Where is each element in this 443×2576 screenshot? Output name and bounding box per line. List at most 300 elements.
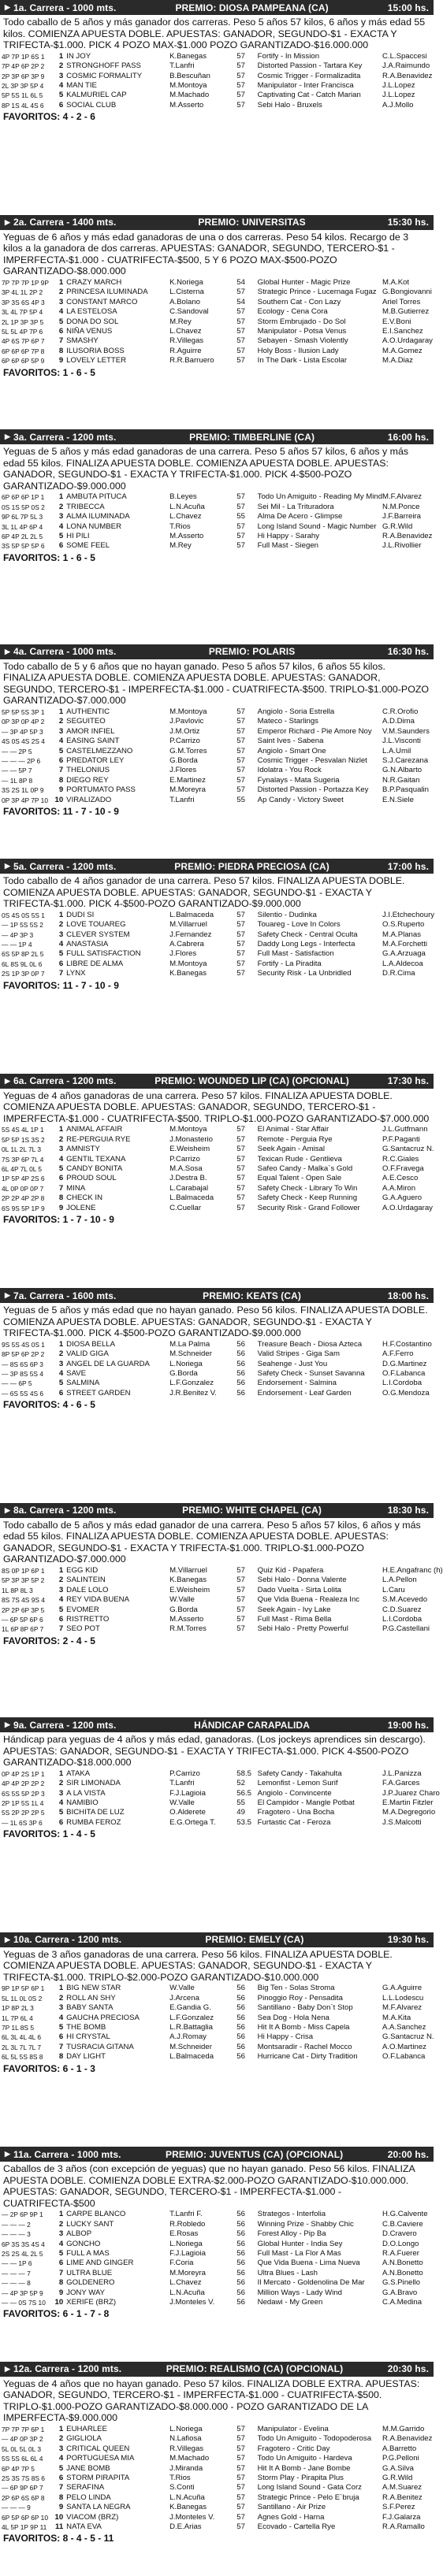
entry-pedigree: Global Hunter - India Sey <box>257 2239 343 2248</box>
entry-row <box>0 101 434 110</box>
entry-row <box>0 512 434 522</box>
entry-jockey: K.Banegas <box>169 2503 207 2512</box>
entry-jockey: M.Moreyra <box>169 785 206 795</box>
entry-row <box>0 2269 434 2278</box>
entry-form: 5P 3P 3P 5P 2 <box>2 1576 45 1585</box>
race-premio: PREMIO: KEATS (CA) <box>203 1290 302 1301</box>
race-block-5 <box>0 859 434 1074</box>
entry-jockey: L.N.Acuña <box>169 2288 205 2297</box>
entry-jockey: L.Chavez <box>169 326 202 336</box>
entry-post: 9 <box>58 356 64 366</box>
entry-weight: 57 <box>236 492 245 502</box>
entry-weight: 57 <box>236 2454 245 2463</box>
entry-trainer: G.Bongiovanni <box>382 288 432 297</box>
entry-jockey: J.Flores <box>169 949 197 959</box>
entry-horse: VALID GIGA <box>66 1349 109 1359</box>
race-header <box>0 2147 434 2162</box>
entry-horse: VIRALIZADO <box>66 795 112 804</box>
entry-trainer: Ariel Torres <box>382 297 421 306</box>
triangle-icon: ▶ <box>5 432 11 440</box>
entry-weight: 57 <box>236 775 245 785</box>
entry-trainer: A.A.Miron <box>382 1183 416 1193</box>
entry-form: 3L 1L 4P 6P 4 <box>2 522 43 531</box>
entries-table <box>0 1340 434 1398</box>
entry-trainer: A.A.Sanchez <box>382 2022 426 2032</box>
entry-row <box>0 1164 434 1174</box>
favorites-line: FAVORITOS: 11 - 7 - 10 - 9 <box>3 979 119 991</box>
entry-post: 6 <box>58 541 64 551</box>
entry-trainer: M.A.Diaz <box>382 356 413 366</box>
entry-horse: ANGEL DE LA GUARDA <box>66 1359 150 1368</box>
entry-horse: COSMIC FORMALITY <box>66 71 143 80</box>
entry-pedigree: Cosmic Trigger - Pesvalan Nizlet <box>257 755 367 765</box>
entry-form: — — 1P 6 <box>2 2259 32 2268</box>
entry-post: 5 <box>58 1605 64 1614</box>
entry-trainer: G.R.Wild <box>382 2473 413 2482</box>
entry-jockey: K.Banegas <box>169 969 207 978</box>
entry-trainer: R.A.Fuerer <box>382 2249 419 2258</box>
entry-pedigree: Angiolo - Convincente <box>257 1788 332 1798</box>
entry-trainer: G.R.Wild <box>382 522 413 531</box>
favorites-line: FAVORITOS: 4 - 2 - 6 <box>3 111 95 123</box>
entry-post: 6 <box>58 755 64 765</box>
entry-pedigree: Sebi Halo - Donna Valente <box>257 1576 347 1585</box>
entries-table <box>0 1769 440 1828</box>
triangle-icon: ▶ <box>5 217 11 226</box>
entry-pedigree: Hurricane Cat - Dirty Tradition <box>257 2052 358 2062</box>
entry-form: 6S 5S 5P 2P 3 <box>2 1789 45 1798</box>
entry-horse: AUTHENTIC <box>66 707 110 716</box>
entry-form: 6P 5P 6P 6P 10 <box>2 2513 48 2522</box>
race-time: 16:30 hs. <box>387 646 429 657</box>
entry-form: 4L 0P 0P 0P 7 <box>2 1184 44 1193</box>
entry-post: 5 <box>58 317 64 326</box>
entry-horse: LOVELY LETTER <box>66 356 127 366</box>
entry-trainer: O.F.Labanca <box>382 1369 426 1378</box>
entry-weight: 56 <box>236 2288 245 2297</box>
entry-horse: JANE BOMB <box>66 2463 110 2473</box>
entry-weight: 56 <box>236 1379 245 1388</box>
entry-horse: DUDI SI <box>66 910 95 919</box>
entry-horse: EVOMER <box>66 1605 99 1614</box>
entry-row <box>0 717 434 726</box>
entry-horse: GONCHO <box>66 2239 101 2248</box>
entry-row <box>0 1340 434 1349</box>
entry-weight: 57 <box>236 336 245 346</box>
entry-post: 2 <box>58 717 64 726</box>
entry-row <box>0 785 434 795</box>
entry-pedigree: Seahenge - Just You <box>257 1359 328 1368</box>
entry-trainer: F.A.Garces <box>382 1779 420 1788</box>
entry-jockey: T.Lanfri <box>169 1779 195 1788</box>
race-number: 2a. Carrera - 1400 mts. <box>13 217 117 228</box>
entry-pedigree: Fynalays - Mata Sugeria <box>257 775 340 785</box>
entry-jockey: L.Carabajal <box>169 1183 209 1193</box>
entry-form: — — 1P 4 <box>2 941 32 948</box>
entry-horse: KALMURIEL CAP <box>66 91 127 100</box>
entry-jockey: D.E.Arias <box>169 2522 202 2531</box>
entry-row <box>0 1808 434 1817</box>
entry-row <box>0 727 434 737</box>
entry-jockey: M.Asserto <box>169 1614 204 1624</box>
entry-jockey: M.Montoya <box>169 1125 207 1134</box>
entry-form: — — — 2P 6 <box>2 756 41 765</box>
entry-trainer: L.L.Lodescu <box>382 1993 424 2003</box>
race-conditions: Todo caballo de 4 años ganador de una carrera. Peso 57 kilos. FINALIZA APUESTA DOBLE. COMIENZA APUESTA DOBLE. APUESTAS: GANADOR, SEGUNDO-$1 - EXACTA Y TRIFECTA-$1.000. PICK 4-$500-POZO GARANTIZADO-$9.000.000 <box>3 875 405 910</box>
race-number: 7a. Carrera - 1600 mts. <box>13 1290 117 1301</box>
entry-row <box>0 1389 434 1398</box>
entry-weight: 55 <box>236 1798 245 1807</box>
entry-row <box>0 2503 434 2512</box>
entry-row <box>0 949 434 959</box>
race-premio: PREMIO: PIEDRA PRECIOSA (CA) <box>174 860 329 872</box>
entry-jockey: J.Destra B. <box>169 1174 207 1183</box>
entry-row <box>0 1769 434 1779</box>
entry-weight: 56 <box>236 2210 245 2219</box>
entry-pedigree: Safety Check - Keep Running <box>257 1193 358 1203</box>
entry-form: 1L 6P 8P 6P 7 <box>2 1625 44 1634</box>
race-conditions: Caballos de 3 años (con excepción de yeguas) que no hayan ganado. Peso 56 kilos. FINALIZA APUESTA DOBLE. COMIENZA DOBLE EXTRA-$2.000-POZO GARANTIZADO-$10.000.000. APUESTAS: GANADOR, SEGUNDO, TERCERO-$1 - IMPERFECTA-$1.000 - CUATRIFECTA-$500 <box>3 2163 415 2209</box>
entry-form: — 3P 8S 5S 4 <box>2 1370 43 1378</box>
entry-form: — — — 9 <box>2 2504 31 2512</box>
entry-row <box>0 1576 434 1585</box>
entry-trainer: J.A.Raimundo <box>382 61 430 71</box>
entry-pedigree: Storm Embrujado - Do Sol <box>257 317 346 326</box>
entry-horse: LONA NUMBER <box>66 522 122 531</box>
entry-horse: ALMA ILUMINADA <box>66 512 130 522</box>
entry-pedigree: Long Island Sound - Magic Number <box>257 522 377 531</box>
entry-row <box>0 1349 434 1359</box>
entry-trainer: P.F.Paganti <box>382 1134 420 1144</box>
entry-jockey: K.Noriega <box>169 277 203 287</box>
entry-trainer: L.A.Umil <box>382 746 411 755</box>
entry-pedigree: Todo Un Amiguito - Reading My Mind <box>257 492 383 502</box>
entry-horse: EUHARLEE <box>66 2424 107 2433</box>
entry-jockey: N.Lafiosa <box>169 2434 202 2444</box>
entry-horse: LA ESTELOSA <box>66 307 117 317</box>
favorites-line: FAVORITOS: 8 - 4 - 5 - 11 <box>3 2533 114 2544</box>
triangle-icon: ▶ <box>5 2150 11 2158</box>
entry-horse: RISTRETTO <box>66 1614 110 1624</box>
entry-post: 4 <box>58 1595 64 1605</box>
entry-jockey: M.Rey <box>169 317 192 326</box>
race-conditions: Yeguas de 4 años que no hayan ganado. Peso 57 kilos. FINALIZA DOBLE EXTRA. APUESTAS: GANADOR, SEGUNDO, TERCERO-$1 - IMPERFECTA-$1.000 - CUATRIFECTA-$500. TRIPLO-$1.000-POZO GARANTIZADO-$8.000.000 - POZO GARANTIZADO DE LA IMPERFECTA-$9.000.000 <box>3 2377 420 2424</box>
entry-form: 4P 6S 7P 6P 7 <box>2 337 45 346</box>
entries-table <box>0 1125 434 1213</box>
entry-row <box>0 356 434 366</box>
entry-row <box>0 317 434 327</box>
entry-horse: DAY LIGHT <box>66 2052 106 2062</box>
entry-row <box>0 1184 434 1193</box>
entry-trainer: A.E.Cesco <box>382 1174 419 1183</box>
entry-horse: JONY WAY <box>66 2288 106 2297</box>
entry-weight: 57 <box>236 2463 245 2473</box>
entry-post: 9 <box>58 2288 64 2297</box>
entry-weight: 57 <box>236 81 245 90</box>
entry-weight: 57 <box>236 2512 245 2522</box>
entry-pedigree: Mateco - Starlings <box>257 717 318 726</box>
entry-weight: 57 <box>236 1145 245 1154</box>
entry-form: — — 2P 5 <box>2 747 32 755</box>
entry-post: 1 <box>58 492 64 502</box>
entry-weight: 56 <box>236 2219 245 2229</box>
entry-trainer: A.F.Ferro <box>382 1349 414 1359</box>
entry-form: 7P 1L 8S 5 <box>2 2023 34 2032</box>
entry-horse: CANDY BONITA <box>66 1164 123 1173</box>
entry-weight: 57 <box>236 1174 245 1183</box>
entry-form: 5S 4S 4L 1P 1 <box>2 1126 44 1134</box>
entry-row <box>0 1984 434 1993</box>
entry-weight: 57 <box>236 2473 245 2482</box>
entry-trainer: A.N.Bonetto <box>382 2259 423 2268</box>
entry-row <box>0 2043 434 2052</box>
entry-pedigree: Seek Again - Ivy Lake <box>257 1605 331 1614</box>
entry-jockey: M.Machado <box>169 2454 210 2463</box>
entry-jockey: M.Schneider <box>169 2042 212 2051</box>
entry-weight: 49 <box>236 1808 245 1817</box>
entry-form: 1P 5P 4P 2S 6 <box>2 1175 45 1183</box>
entry-weight: 57 <box>236 1183 245 1193</box>
entry-trainer: C.B.Caviere <box>382 2219 423 2229</box>
entry-jockey: E.Weisheim <box>169 1145 210 1154</box>
entry-pedigree: Agnes Gold - Harna <box>257 2512 325 2522</box>
entry-row <box>0 1615 434 1624</box>
entry-trainer: A.D.Dima <box>382 717 415 726</box>
entry-post: 3 <box>58 1145 64 1154</box>
entry-pedigree: Strategic Prince - Lucernaga Fugaz <box>257 288 377 297</box>
entry-pedigree: Full Mast - La Flor A Mas <box>257 2249 341 2258</box>
entry-row <box>0 2259 434 2268</box>
entry-post: 10 <box>54 2298 64 2307</box>
entry-trainer: J.L.Lopez <box>382 91 415 100</box>
entry-trainer: S.F.Perez <box>382 2503 415 2512</box>
entry-pedigree: Hit It A Bomb - Miss Capela <box>257 2022 350 2032</box>
entry-form: 5L 5L 4P 7P 6 <box>2 327 43 336</box>
entry-weight: 56 <box>236 2013 245 2022</box>
entry-trainer: G.A.Arzuaga <box>382 949 426 959</box>
entry-jockey: L.Balmaceda <box>169 910 214 919</box>
entry-post: 3 <box>58 1585 64 1594</box>
entry-weight: 57 <box>236 2492 245 2502</box>
entry-jockey: M.Asserto <box>169 532 204 540</box>
race-number: 3a. Carrera - 1200 mts. <box>13 431 117 443</box>
entry-form: — 4P 3P 3 <box>2 930 34 939</box>
entry-jockey: J.Fernandez <box>169 930 212 939</box>
triangle-icon: ▶ <box>5 1076 11 1085</box>
entry-trainer: E.Martin Fitzler <box>382 1798 434 1807</box>
entry-form: — — — 7 <box>2 2269 31 2277</box>
entry-pedigree: Hit It A Bomb - Jane Bombe <box>257 2463 351 2473</box>
entry-jockey: R.Villegas <box>169 336 204 346</box>
entry-weight: 54 <box>236 297 245 306</box>
entry-horse: DONA DO SOL <box>66 317 119 326</box>
entry-horse: PROUD SOUL <box>66 1174 117 1183</box>
entry-pedigree: Daddy Long Legs - Interfecta <box>257 940 356 948</box>
race-conditions: Hándicap para yeguas de 4 años y más edad, ganadoras. (Los jockeys aprendices sin descargo). APUESTAS: GANADOR, SEGUNDO-$1 - EXACTA Y TRIFECTA-$1.000. PICK 4-$500-POZO GARANTIZADO-$18.000.000 <box>3 1734 426 1769</box>
entry-weight: 57 <box>236 326 245 336</box>
entry-horse: NIÑA VENUS <box>66 326 113 336</box>
entry-row <box>0 347 434 356</box>
entry-weight: 57 <box>236 949 245 959</box>
entry-row <box>0 298 434 307</box>
favorites-line: FAVORITOS: 1 - 6 - 5 <box>3 366 95 378</box>
entry-pedigree: Alma De Acero - Glimpse <box>257 512 343 522</box>
entry-weight: 57 <box>236 532 245 540</box>
triangle-icon: ▶ <box>5 647 11 655</box>
entry-weight: 57 <box>236 1193 245 1203</box>
entry-form: — 6P 9P 6P 7 <box>2 2484 43 2492</box>
entry-row <box>0 72 434 81</box>
entries-table <box>0 492 434 551</box>
entry-pedigree: Que Vida Buena - Realeza Inc <box>257 1595 360 1605</box>
race-block-6 <box>0 1074 434 1289</box>
entry-row <box>0 766 434 775</box>
entry-trainer: R.A.Ramallo <box>382 2522 425 2531</box>
entry-post: 7 <box>58 336 64 346</box>
entry-form: 8P 1S 4L 4S 6 <box>2 101 44 109</box>
entry-jockey: P.Carrizo <box>169 1154 200 1164</box>
entry-post: 6 <box>58 100 64 109</box>
entry-row <box>0 81 434 91</box>
entry-horse: GAUCHA PRECIOSA <box>66 2013 140 2022</box>
entry-row <box>0 1145 434 1154</box>
entry-trainer: E.N.Siele <box>382 795 414 804</box>
entry-jockey: T.Rios <box>169 2473 191 2482</box>
entry-trainer: J.S.Malcotti <box>382 1817 422 1827</box>
entry-row <box>0 747 434 756</box>
entry-pedigree: Security Risk - La Unbridled <box>257 969 352 978</box>
entry-weight: 57 <box>236 717 245 726</box>
entry-jockey: T.Lanfri <box>169 61 195 71</box>
entry-weight: 56 <box>236 1984 245 1993</box>
entry-form: 7P 7P 7P 1P 9P <box>2 278 49 287</box>
entry-trainer: J.P.Juarez Charo <box>382 1788 440 1798</box>
entry-horse: PRINCESA ILUMINADA <box>66 288 148 297</box>
entry-form: 6P 6P 6P 1P 1 <box>2 493 45 502</box>
entry-weight: 56 <box>236 1339 245 1349</box>
entry-trainer: F.J.Galarza <box>382 2512 421 2522</box>
entry-form: 8S 7S 4S 9S 4 <box>2 1596 45 1605</box>
entry-post: 2 <box>58 2434 64 2444</box>
entry-trainer: M.B.Gutierrez <box>382 307 430 317</box>
entry-form: 2S 3S 7S 8S 6 <box>2 2474 45 2482</box>
entry-pedigree: Sea Dog - Hola Nena <box>257 2013 329 2022</box>
entry-pedigree: Hi Happy - Sarahy <box>257 532 320 540</box>
entry-jockey: L.F.Gonzalez <box>169 1379 214 1388</box>
entry-row <box>0 327 434 336</box>
entry-horse: CLEVER SYSTEM <box>66 930 130 939</box>
entry-weight: 56 <box>236 2259 245 2268</box>
entry-trainer: G.Santacruz N. <box>382 2032 434 2042</box>
entry-post: 2 <box>58 1576 64 1585</box>
race-conditions: Yeguas de 3 años ganadoras de una carrera. Peso 56 kilos. FINALIZA APUESTA DOBLE. COMIENZA APUESTA DOBLE. APUESTAS: GANADOR, SEGUNDO-$1 - EXACTA Y TRIFECTA-$1.000. TRIPLO-$2.000-POZO GARANTIZADO-$10.000.000 <box>3 1948 393 1983</box>
race-header <box>0 644 434 659</box>
entry-post: 10 <box>54 795 64 804</box>
entry-weight: 57 <box>236 51 245 61</box>
entry-row <box>0 2454 434 2463</box>
entry-weight: 57 <box>236 1203 245 1212</box>
entry-jockey: B.Bescuñan <box>169 71 210 80</box>
entries-table <box>0 52 434 110</box>
entry-post: 5 <box>58 532 64 540</box>
entry-pedigree: Manipulator - Evelina <box>257 2424 329 2433</box>
race-header <box>0 0 434 15</box>
entry-trainer: M.A.Degregorio <box>382 1808 436 1817</box>
entry-row <box>0 776 434 785</box>
entry-weight: 52 <box>236 1779 245 1788</box>
entry-row <box>0 1586 434 1595</box>
entry-pedigree: Angiolo - Smart One <box>257 746 326 755</box>
entry-pedigree: Todo Un Amiguito - Todopoderosa <box>257 2434 372 2444</box>
entry-form: — 8S 6S 6P 3 <box>2 1360 43 1368</box>
race-premio: PREMIO: WHITE CHAPEL (CA) <box>182 1505 322 1516</box>
entry-row <box>0 61 434 71</box>
entry-row <box>0 522 434 532</box>
entry-form: 2P 2P 6P 3P 5 <box>2 1605 45 1614</box>
entry-pedigree: Fortify - In Mission <box>257 51 320 61</box>
entry-trainer: M.A.Planas <box>382 930 422 939</box>
entry-weight: 57 <box>236 920 245 930</box>
race-time: 18:30 hs. <box>387 1505 429 1516</box>
entry-jockey: L.Chavez <box>169 512 202 522</box>
entry-jockey: J.M.Ortiz <box>169 726 200 736</box>
entry-horse: LOVE TOUAREG <box>66 920 126 930</box>
entry-trainer: G.A.Silva <box>382 2463 414 2473</box>
entry-post: 7 <box>58 2042 64 2051</box>
race-conditions: Yeguas de 4 años ganadoras de una carrera. Peso 57 kilos. FINALIZA APUESTA DOBLE. COMIENZA APUESTA DOBLE. APUESTAS: GANADOR, SEGUNDO, TERCERO-$1 - IMPERFECTA-$1.000 - CUATRIFECTA-$500. TRIPLO-$1.000-POZO GARANTIZADO-$7.000.000 <box>3 1089 430 1124</box>
entry-trainer: N.R.Gaitan <box>382 775 420 785</box>
entry-weight: 57 <box>236 502 245 511</box>
race-header <box>0 859 434 874</box>
entry-post: 5 <box>58 91 64 100</box>
entry-post: 6 <box>58 2259 64 2268</box>
entry-post: 1 <box>58 51 64 61</box>
entry-trainer: J.L.Visconti <box>382 737 421 746</box>
entry-weight: 57 <box>236 766 245 775</box>
race-premio: PREMIO: DIOSA PAMPEANA (CA) <box>175 2 329 13</box>
race-time: 19:00 hs. <box>387 1719 429 1731</box>
entry-jockey: M.Villarruel <box>169 1565 207 1575</box>
race-premio: PREMIO: TIMBERLINE (CA) <box>189 431 315 443</box>
entry-row <box>0 1174 434 1183</box>
entry-row <box>0 2240 434 2249</box>
entry-row <box>0 2522 434 2532</box>
entry-horse: HI CRYSTAL <box>66 2032 110 2042</box>
entry-horse: ATAKA <box>66 1769 91 1778</box>
entry-post: 4 <box>58 2454 64 2463</box>
entry-row <box>0 737 434 746</box>
entry-trainer: M.F.Alvarez <box>382 2003 423 2013</box>
entry-trainer: R.A.Benavidez <box>382 71 433 80</box>
entry-pedigree: Full Mast - Satisfaction <box>257 949 334 959</box>
entry-pedigree: Treasure Beach - Diosa Azteca <box>257 1339 363 1349</box>
entry-pedigree: Pinoggio Roy - Pensadita <box>257 1993 343 2003</box>
entry-post: 7 <box>58 1624 64 1634</box>
entry-trainer: G.A.Bravo <box>382 2288 418 2297</box>
entry-weight: 57 <box>236 737 245 746</box>
entry-form: 6P 6P 6P 5P 9 <box>2 357 45 366</box>
entry-weight: 57 <box>236 307 245 317</box>
entry-form: 5P 5P 1S 3S 2 <box>2 1135 45 1144</box>
entry-jockey: P.Carrizo <box>169 1769 200 1778</box>
race-time: 17:00 hs. <box>387 860 429 872</box>
entry-trainer: G.Santacruz N. <box>382 1145 434 1154</box>
entry-pedigree: Furtastic Cat - Feroza <box>257 1817 331 1827</box>
entry-post: 2 <box>58 1779 64 1788</box>
entry-post: 6 <box>58 959 64 968</box>
entry-row <box>0 707 434 717</box>
entry-horse: THELONIUS <box>66 766 110 775</box>
